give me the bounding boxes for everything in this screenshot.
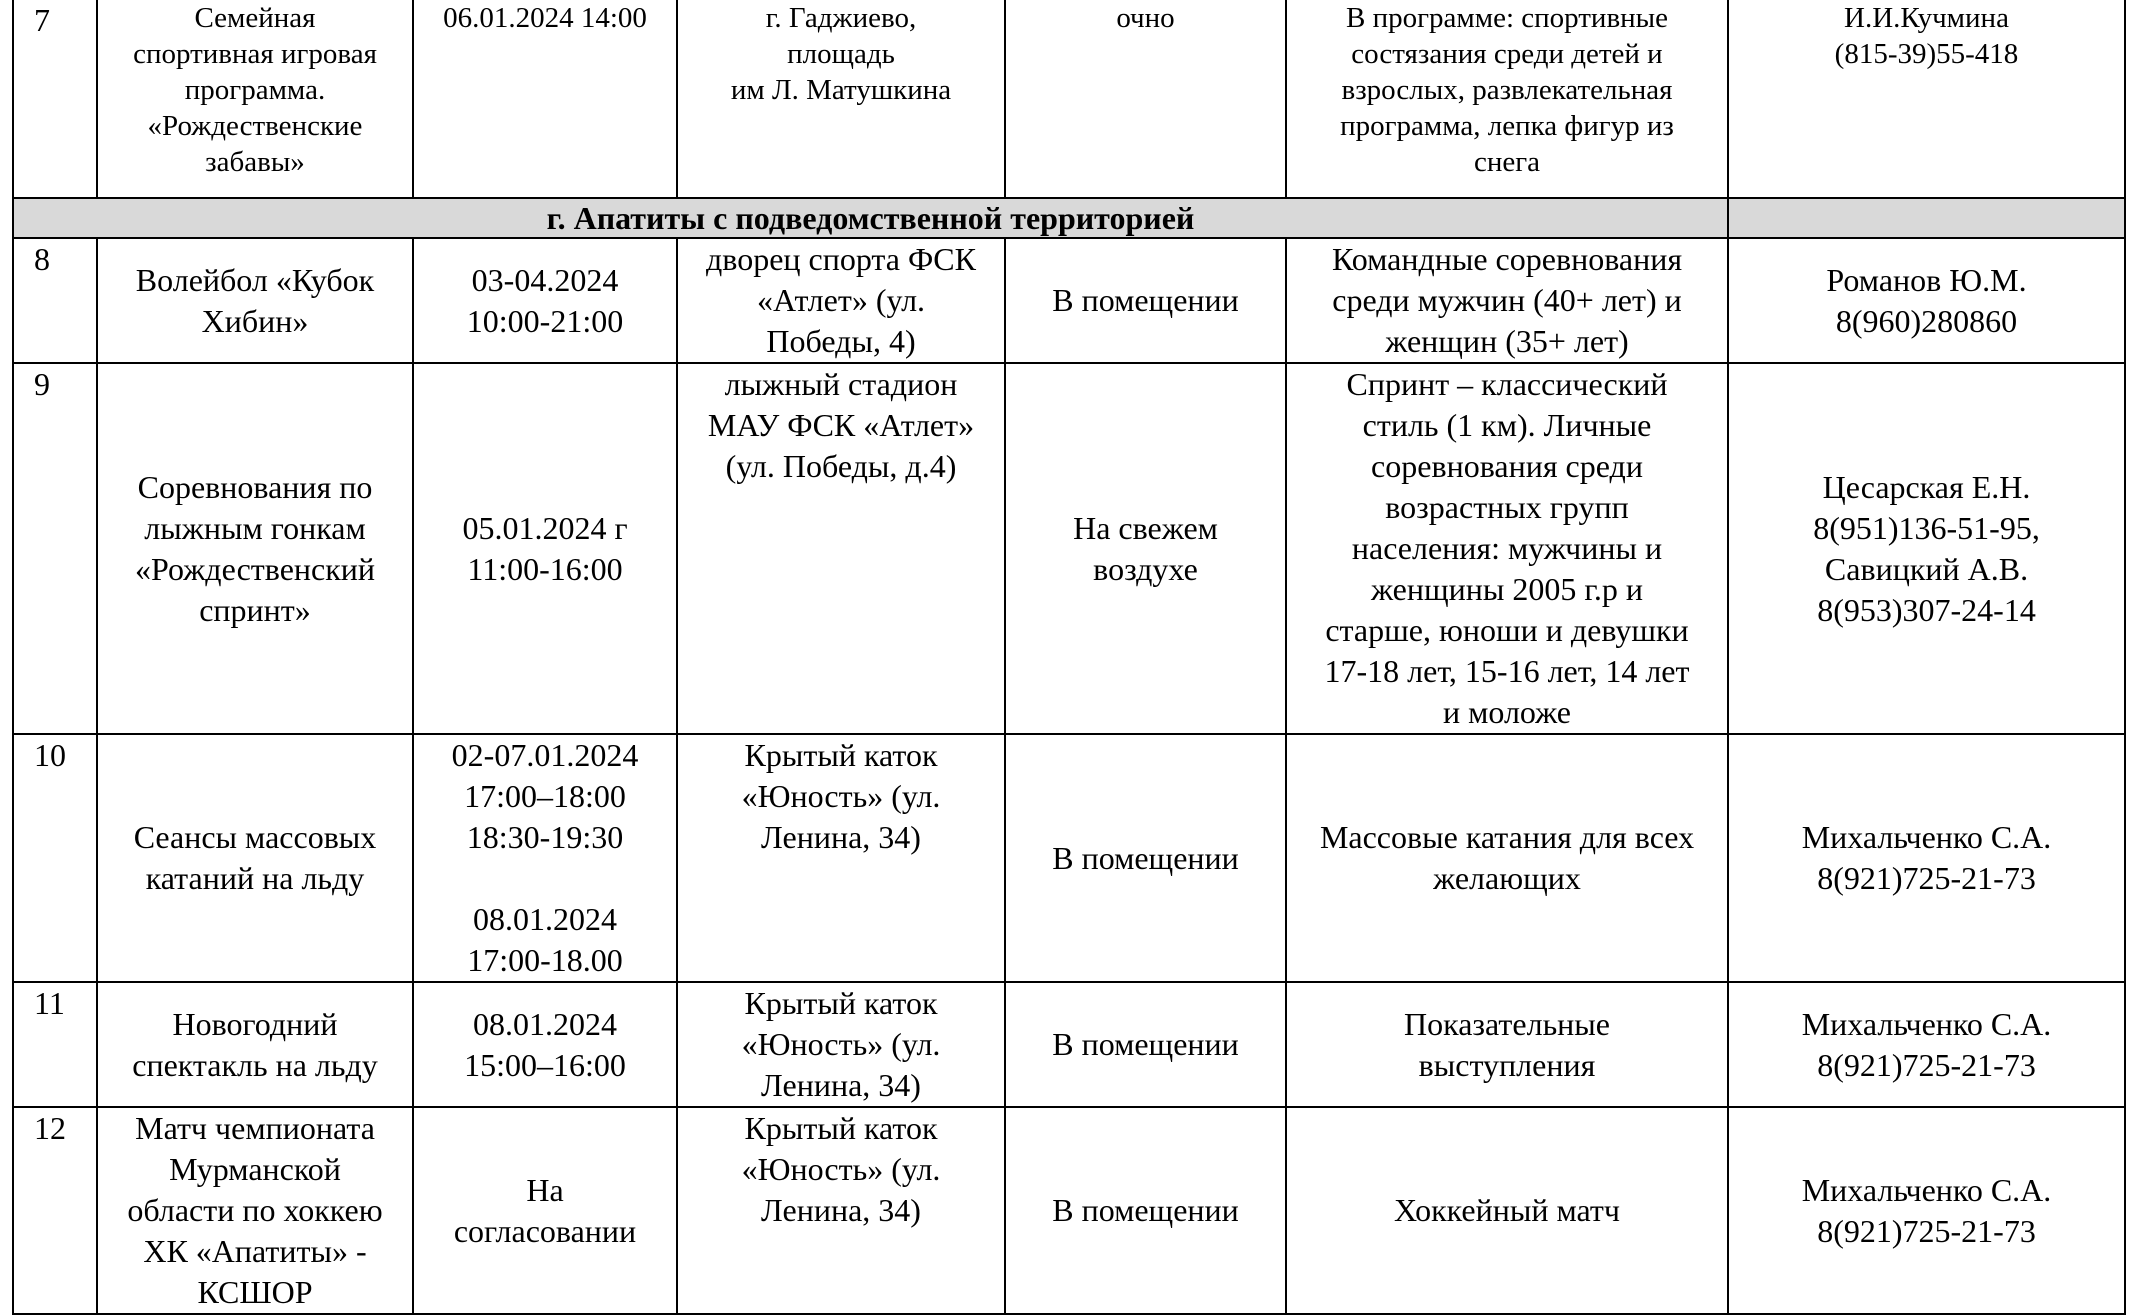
table-row: [13, 1107, 2125, 1314]
event-name: Матч чемпионата Мурманской области по хоккею ХК «Апатиты» - КСШОР: [97, 1107, 413, 1314]
event-format: На свежем воздухе: [1005, 363, 1286, 734]
section-header-empty-cell: [1728, 198, 2125, 238]
event-format: В помещении: [1005, 1107, 1286, 1314]
event-name: Семейная спортивная игровая программа. «Рождественские забавы»: [97, 0, 413, 198]
event-format: В помещении: [1005, 982, 1286, 1107]
row-number: 7: [13, 0, 97, 198]
event-description: Командные соревнования среди мужчин (40+ лет) и женщин (35+ лет): [1286, 238, 1728, 363]
event-place: Крытый каток «Юность» (ул. Ленина, 34): [677, 982, 1005, 1107]
row-number: 11: [13, 982, 97, 1107]
event-datetime: 02-07.01.2024 17:00–18:00 18:30-19:30 08.01.2024 17:00-18.00: [413, 734, 677, 982]
event-place: Крытый каток «Юность» (ул. Ленина, 34): [677, 1107, 1005, 1314]
event-contact: И.И.Кучмина (815-39)55-418: [1728, 0, 2125, 198]
event-datetime: 08.01.2024 15:00–16:00: [413, 982, 677, 1107]
event-description: Хоккейный матч: [1286, 1107, 1728, 1314]
event-format: В помещении: [1005, 238, 1286, 363]
table-row: [13, 734, 2125, 982]
event-contact: Михальченко С.А. 8(921)725-21-73: [1728, 734, 2125, 982]
event-datetime: 05.01.2024 г 11:00-16:00: [413, 363, 677, 734]
event-datetime: 03-04.2024 10:00-21:00: [413, 238, 677, 363]
event-description: Массовые катания для всех желающих: [1286, 734, 1728, 982]
event-name: Сеансы массовых катаний на льду: [97, 734, 413, 982]
row-number: 9: [13, 363, 97, 734]
event-description: В программе: спортивные состязания среди детей и взрослых, развлекательная программа, лепка фигур из снега: [1286, 0, 1728, 198]
row-number: 10: [13, 734, 97, 982]
section-header: г. Апатиты с подведомственной территорией: [13, 198, 1728, 238]
event-name: Соревнования по лыжным гонкам «Рождественский спринт»: [97, 363, 413, 734]
section-header-row: [13, 198, 2125, 238]
event-place: г. Гаджиево, площадь им Л. Матушкина: [677, 0, 1005, 198]
row-number: 12: [13, 1107, 97, 1314]
event-place: дворец спорта ФСК «Атлет» (ул. Победы, 4): [677, 238, 1005, 363]
row-number: 8: [13, 238, 97, 363]
event-datetime: На согласовании: [413, 1107, 677, 1314]
table-row: [13, 238, 2125, 363]
event-place: лыжный стадион МАУ ФСК «Атлет» (ул. Победы, д.4): [677, 363, 1005, 734]
event-name: Волейбол «Кубок Хибин»: [97, 238, 413, 363]
event-name: Новогодний спектакль на льду: [97, 982, 413, 1107]
table-row: [13, 0, 2125, 198]
table-row: [13, 982, 2125, 1107]
event-description: Показательные выступления: [1286, 982, 1728, 1107]
event-contact: Михальченко С.А. 8(921)725-21-73: [1728, 1107, 2125, 1314]
event-datetime: 06.01.2024 14:00: [413, 0, 677, 198]
event-contact: Михальченко С.А. 8(921)725-21-73: [1728, 982, 2125, 1107]
table-row: [13, 363, 2125, 734]
event-format: В помещении: [1005, 734, 1286, 982]
event-contact: Цесарская Е.Н. 8(951)136-51-95, Савицкий А.В. 8(953)307-24-14: [1728, 363, 2125, 734]
event-contact: Романов Ю.М. 8(960)280860: [1728, 238, 2125, 363]
events-table: [12, 0, 2126, 1315]
event-format: очно: [1005, 0, 1286, 198]
event-place: Крытый каток «Юность» (ул. Ленина, 34): [677, 734, 1005, 982]
event-description: Спринт – классический стиль (1 км). Личные соревнования среди возрастных групп населения: мужчины и женщины 2005 г.р и старше, юноши и девушки 17-18 лет, 15-16 лет, 14 лет и моложе: [1286, 363, 1728, 734]
